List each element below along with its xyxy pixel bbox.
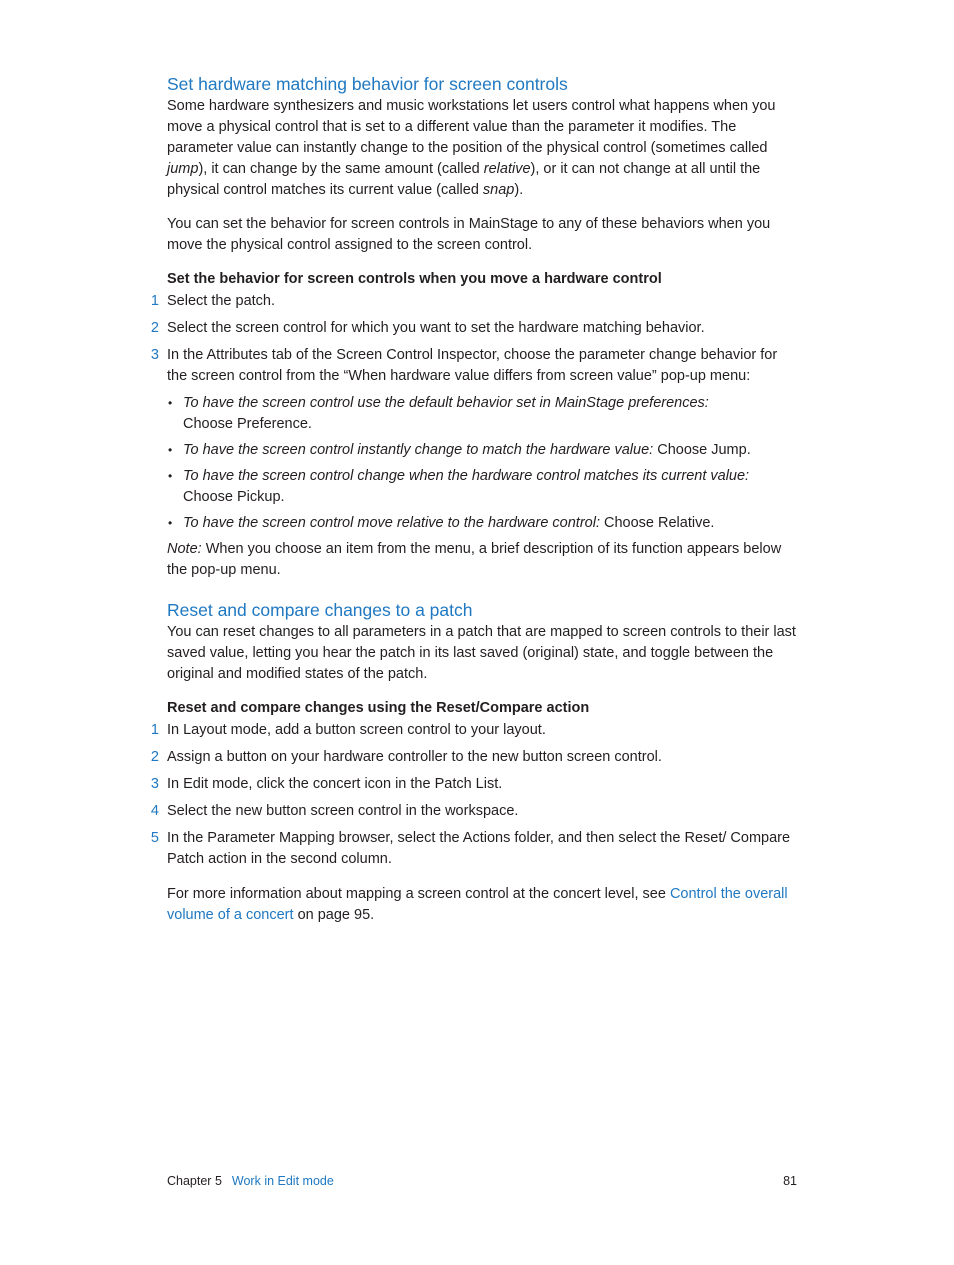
text-run: For more information about mapping a screen control at the concert level, see [167, 886, 670, 902]
bullet-text: Choose Relative. [599, 515, 715, 531]
bullet-text: Choose Jump. [653, 442, 751, 458]
text-run: on page 95. [293, 907, 375, 923]
task-title-behavior: Set the behavior for screen controls when you move a hardware control [167, 271, 662, 287]
step-text: In Layout mode, add a button screen control to your layout. [167, 722, 546, 738]
steps-list-behavior [150, 291, 799, 387]
note-text: When you choose an item from the menu, a brief description of its function appears below the pop-up menu. [167, 541, 782, 578]
more-info-paragraph [167, 884, 799, 926]
bullet-icon: • [168, 443, 173, 457]
text-run: ), it can change by the same amount (called [198, 161, 484, 177]
term-snap: snap [482, 182, 515, 198]
step-item [150, 720, 799, 741]
step-number: 1 [150, 722, 159, 738]
bullet-icon: • [168, 469, 173, 483]
bullet-icon: • [168, 396, 173, 410]
bullet-list-options [167, 393, 799, 534]
step-text: In the Attributes tab of the Screen Control Inspector, choose the parameter change behavior for the screen control from the “When hardware value differs from screen value” pop-up menu: [167, 347, 778, 384]
note-label: Note: [167, 541, 202, 557]
step-item [150, 774, 799, 795]
step-item [150, 318, 799, 339]
bullet-lead: To have the screen control use the default behavior set in MainStage preferences: [183, 395, 709, 411]
step-number: 5 [150, 830, 159, 846]
term-jump: jump [167, 161, 199, 177]
bullet-item [168, 440, 799, 461]
text-run: Some hardware synthesizers and music workstations let users control what happens when you move a physical control that is set to a different value than the parameter it modifies. The parameter value can instantly change to the position of the physical control (sometimes called [167, 98, 776, 156]
step-text: Select the screen control for which you want to set the hardware matching behavior. [167, 320, 705, 336]
step-number: 4 [150, 803, 159, 819]
behavior-paragraph: You can set the behavior for screen controls in MainStage to any of these behaviors when you move the physical control assigned to the screen control. [167, 216, 771, 253]
step-item [150, 747, 799, 768]
step-text: Assign a button on your hardware controller to the new button screen control. [167, 749, 662, 765]
section-heading-hardware-matching: Set hardware matching behavior for screen controls [167, 74, 568, 94]
steps-list-reset [150, 720, 799, 870]
bullet-lead: To have the screen control change when the hardware control matches its current value: [183, 468, 750, 484]
chapter-label: Chapter 5 [167, 1174, 222, 1188]
step-item [150, 291, 799, 312]
step-item [150, 828, 799, 870]
step-item [150, 345, 799, 387]
step-text: In the Parameter Mapping browser, select the Actions folder, and then select the Reset/ Compare Patch action in the second column. [167, 830, 791, 867]
intro-paragraph [167, 96, 799, 201]
step-number: 2 [150, 320, 159, 336]
step-item [150, 801, 799, 822]
bullet-text: Choose Preference. [183, 416, 312, 432]
section-heading-reset-compare: Reset and compare changes to a patch [167, 600, 473, 620]
bullet-icon: • [168, 516, 173, 530]
step-number: 1 [150, 293, 159, 309]
bullet-item [168, 513, 799, 534]
bullet-lead: To have the screen control instantly change to match the hardware value: [183, 442, 654, 458]
page-footer [167, 1172, 799, 1190]
step-number: 3 [150, 347, 159, 363]
chapter-name-link[interactable]: Work in Edit mode [231, 1174, 334, 1188]
step-text: Select the new button screen control in the workspace. [167, 803, 519, 819]
step-text: In Edit mode, click the concert icon in the Patch List. [167, 776, 503, 792]
task-title-reset: Reset and compare changes using the Reset/Compare action [167, 700, 590, 716]
bullet-lead: To have the screen control move relative to the hardware control: [183, 515, 600, 531]
page-number: 81 [783, 1174, 797, 1188]
bullet-item [168, 466, 799, 508]
reset-paragraph: You can reset changes to all parameters in a patch that are mapped to screen controls to their last saved value, letting you hear the patch in its last saved (original) state, and toggle between the original and modified states of the patch. [167, 624, 796, 682]
page-content [150, 73, 799, 939]
step-number: 3 [150, 776, 159, 792]
cross-reference-link[interactable]: Control the overall volume of a concert [167, 886, 788, 923]
bullet-item [168, 393, 799, 435]
bullet-text: Choose Pickup. [183, 489, 285, 505]
note-paragraph [167, 539, 799, 581]
step-text: Select the patch. [167, 293, 276, 309]
step-number: 2 [150, 749, 159, 765]
text-run: ), or it can not change at all until the physical control matches its current value (called [167, 161, 761, 198]
term-relative: relative [483, 161, 531, 177]
text-run: ). [514, 182, 524, 198]
